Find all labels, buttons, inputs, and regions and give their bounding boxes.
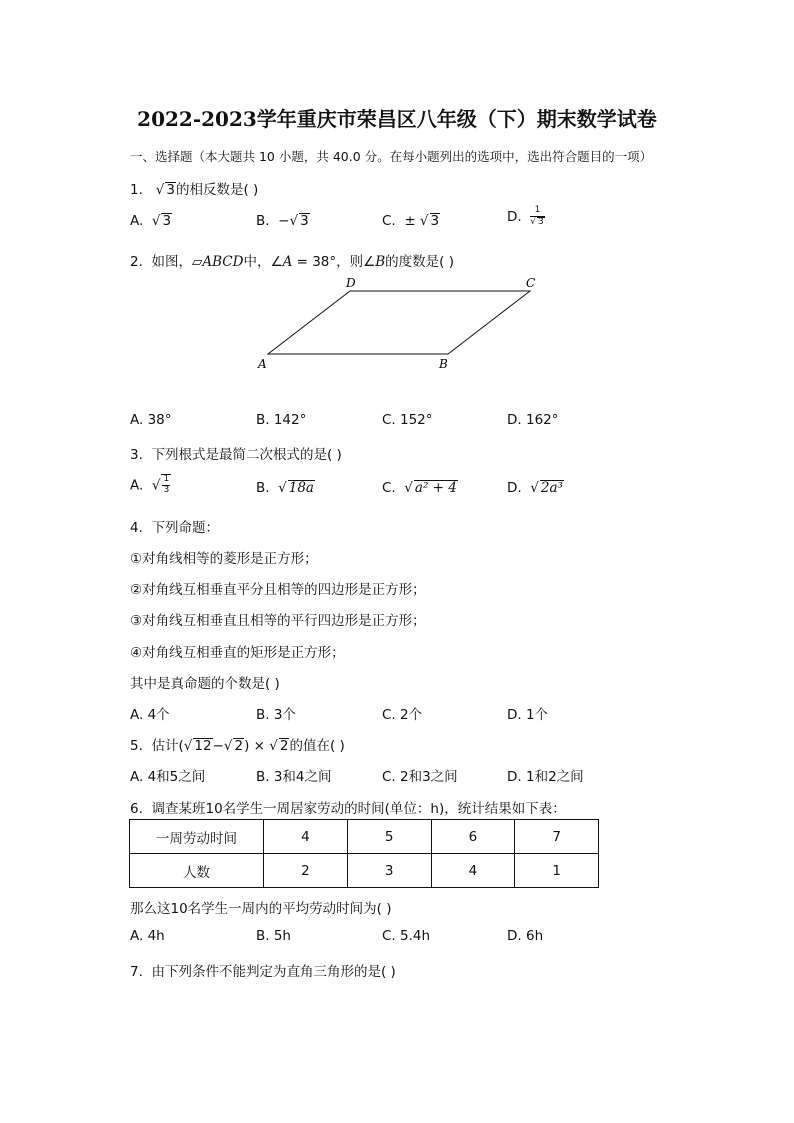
option-b: B. 142°: [256, 412, 307, 428]
table-header-cell: 人数: [130, 854, 264, 888]
option-c: C. √ a² + 4: [382, 480, 457, 496]
question-5: 5. 估计(√ 12−√ 2) × √ 2的值在( ): [130, 738, 345, 754]
question-4: 4. 下列命题：: [130, 520, 219, 536]
question-3: 3. 下列根式是最简二次根式的是( ): [130, 447, 342, 463]
parallelogram-figure: [250, 272, 550, 376]
option-a: A. 4h: [130, 928, 165, 944]
option-a: A. 38°: [130, 412, 172, 428]
data-table: [129, 819, 599, 888]
question-7: 7. 由下列条件不能判定为直角三角形的是( ): [130, 964, 396, 980]
question-stem: 的相反数是( ): [175, 182, 259, 198]
table-cell: 7: [515, 820, 599, 854]
question-6: 6. 调查某班10名学生一周居家劳动的时间(单位：h)，统计结果如下表：: [130, 801, 566, 817]
question-number: 1.: [130, 182, 143, 198]
table-cell: 2: [264, 854, 348, 888]
option-b: B. 3个: [256, 707, 296, 723]
option-a: A. 4个: [130, 707, 170, 723]
option-b: B. 5h: [256, 928, 291, 944]
parallelogram-shape: [268, 291, 530, 354]
proposition-3: ③对角线互相垂直且相等的平行四边形是正方形；: [130, 613, 426, 629]
option-c: C. 2和3之间: [382, 769, 458, 785]
option-d: D. 1和2之间: [507, 769, 584, 785]
option-c: C. 152°: [382, 412, 433, 428]
option-b: B. −√ 3: [256, 213, 309, 229]
proposition-4: ④对角线互相垂直的矩形是正方形；: [130, 645, 345, 661]
vertex-label-c: C: [526, 276, 536, 290]
table-cell: 4: [264, 820, 348, 854]
sqrt-expression: √ 3: [155, 182, 175, 198]
fraction: $\frac{1}{√ 3}$: [530, 205, 544, 227]
option-c: C. ± √ 3: [382, 213, 440, 229]
option-c: C. 5.4h: [382, 928, 431, 944]
section-heading: 一、选择题（本大题共 10 小题，共 40.0 分。在每小题列出的选项中，选出符合题目的一项）: [130, 149, 653, 164]
page-title: 2022-2023学年重庆市荣昌区八年级（下）期末数学试卷: [137, 107, 657, 131]
option-d: D. $\frac{1}{√ 3}$: [507, 205, 544, 227]
vertex-label-a: A: [258, 357, 267, 371]
table-cell: 1: [515, 854, 599, 888]
proposition-2: ②对角线互相垂直平分且相等的四边形是正方形；: [130, 582, 426, 598]
question-4-prompt: 其中是真命题的个数是( ): [130, 676, 280, 692]
table-cell: 3: [347, 854, 431, 888]
question-1: [130, 178, 258, 198]
table-row: [130, 820, 599, 854]
vertex-label-d: D: [346, 276, 356, 290]
question-6-prompt: 那么这10名学生一周内的平均劳动时间为( ): [130, 901, 392, 917]
vertex-label-b: B: [439, 357, 448, 371]
option-d: D. 162°: [507, 412, 559, 428]
option-d: D. √ 2a³: [507, 480, 563, 496]
question-2: 2. 如图，▱ABCD中，∠A = 38°，则∠B的度数是( ): [130, 254, 454, 270]
table-cell: 4: [431, 854, 515, 888]
option-a: A. 4和5之间: [130, 769, 206, 785]
table-cell: 5: [347, 820, 431, 854]
option-a: A. √ $\frac{1}{3}$: [130, 474, 170, 495]
option-b: B. √ 18a: [256, 480, 314, 496]
option-d: D. 6h: [507, 928, 544, 944]
option-b: B. 3和4之间: [256, 769, 332, 785]
table-row: [130, 854, 599, 888]
table-cell: 6: [431, 820, 515, 854]
proposition-1: ①对角线相等的菱形是正方形；: [130, 551, 318, 567]
option-c: C. 2个: [382, 707, 423, 723]
option-d: D. 1个: [507, 707, 549, 723]
option-a: A. √ 3: [130, 213, 172, 229]
table-header-cell: 一周劳动时间: [130, 820, 264, 854]
